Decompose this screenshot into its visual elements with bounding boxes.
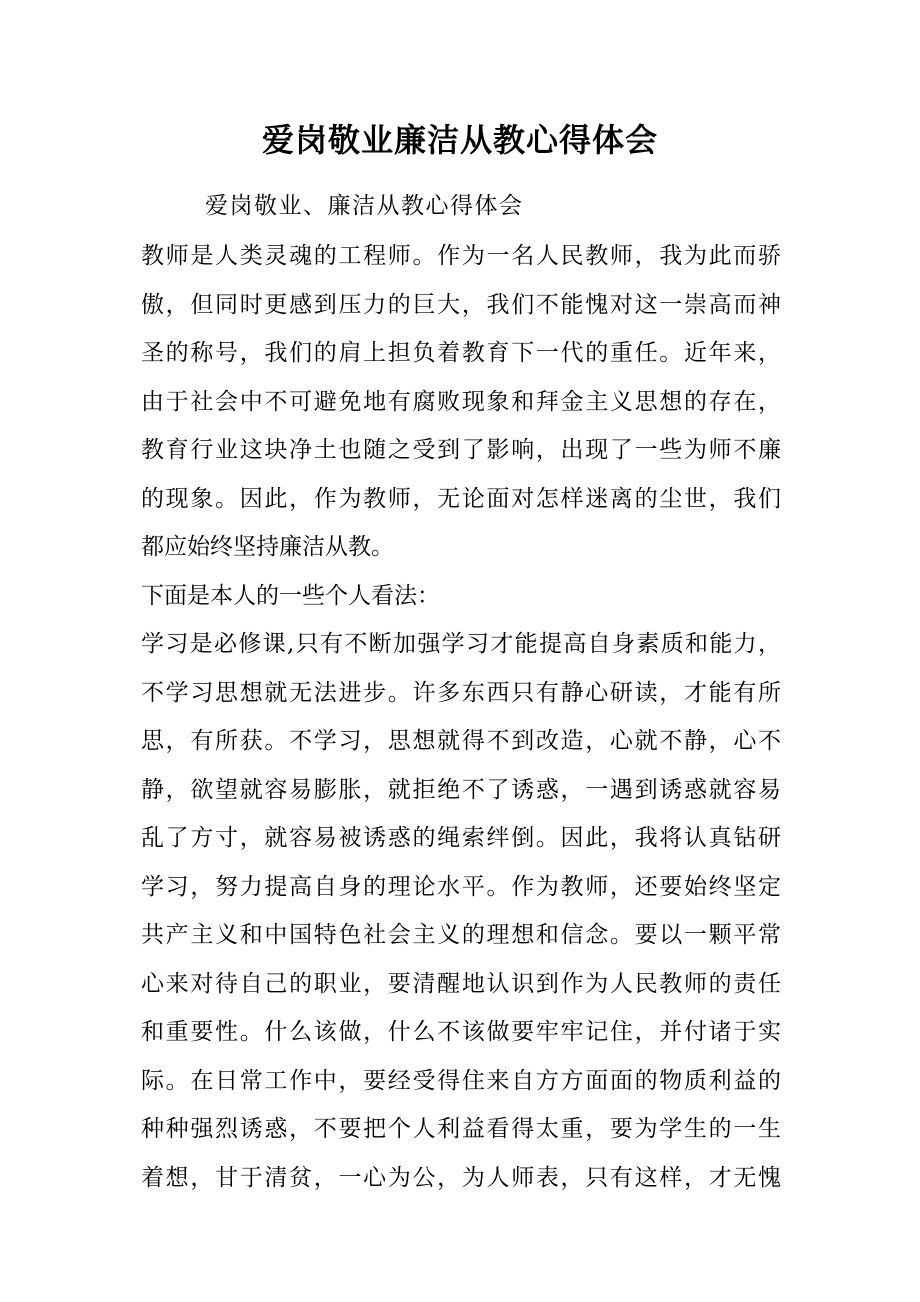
text-line: 傲，但同时更感到压力的巨大，我们不能愧对这一崇高而神 (141, 291, 781, 318)
text-line: 乱了方寸，就容易被诱惑的绳索绊倒。因此，我将认真钻研 (141, 825, 781, 851)
text-line: 学习，努力提高自身的理论水平。作为教师，还要始终坚定 (141, 873, 781, 900)
text-line: 种种强烈诱惑，不要把个人利益看得太重，要为学生的一生 (141, 1116, 781, 1142)
text-line: 学习是必修课,只有不断加强学习才能提高自身素质和能力， (141, 631, 781, 657)
text-line: 不学习思想就无法进步。许多东西只有静心研读，才能有所 (141, 679, 781, 706)
text-line: 由于社会中不可避免地有腐败现象和拜金主义思想的存在， (141, 388, 781, 415)
text-line: 教育行业这块净土也随之受到了影响，出现了一些为师不廉 (141, 437, 781, 463)
text-line: 都应始终坚持廉洁从教。 (141, 534, 394, 560)
text-line: 思，有所获。不学习，思想就得不到改造，心就不静，心不 (141, 728, 781, 754)
text-line: 圣的称号，我们的肩上担负着教育下一代的重任。近年来， (141, 340, 781, 366)
text-line: 着想，甘于清贫，一心为公，为人师表，只有这样，才无愧 (141, 1164, 781, 1191)
document-title: 爱岗敬业廉洁从教心得体会 (261, 121, 658, 159)
text-line: 静，欲望就容易膨胀，就拒绝不了诱惑，一遇到诱惑就容易 (141, 776, 781, 803)
text-line: 心来对待自己的职业，要清醒地认识到作为人民教师的责任 (141, 970, 781, 997)
text-line: 共产主义和中国特色社会主义的理想和信念。要以一颗平常 (141, 922, 781, 948)
text-line: 下面是本人的一些个人看法： (141, 582, 440, 609)
text-line: 的现象。因此，作为教师，无论面对怎样迷离的尘世，我们 (141, 485, 781, 512)
text-line: 和重要性。什么该做，什么不该做要牢牢记住，并付诸于实 (141, 1019, 781, 1045)
document-body (141, 232, 781, 1202)
document-subtitle: 爱岗敬业、廉洁从教心得体会 (205, 193, 524, 219)
text-line: 际。在日常工作中，要经受得住来自方方面面的物质利益的 (141, 1067, 781, 1094)
text-line: 教师是人类灵魂的工程师。作为一名人民教师，我为此而骄 (141, 243, 781, 269)
